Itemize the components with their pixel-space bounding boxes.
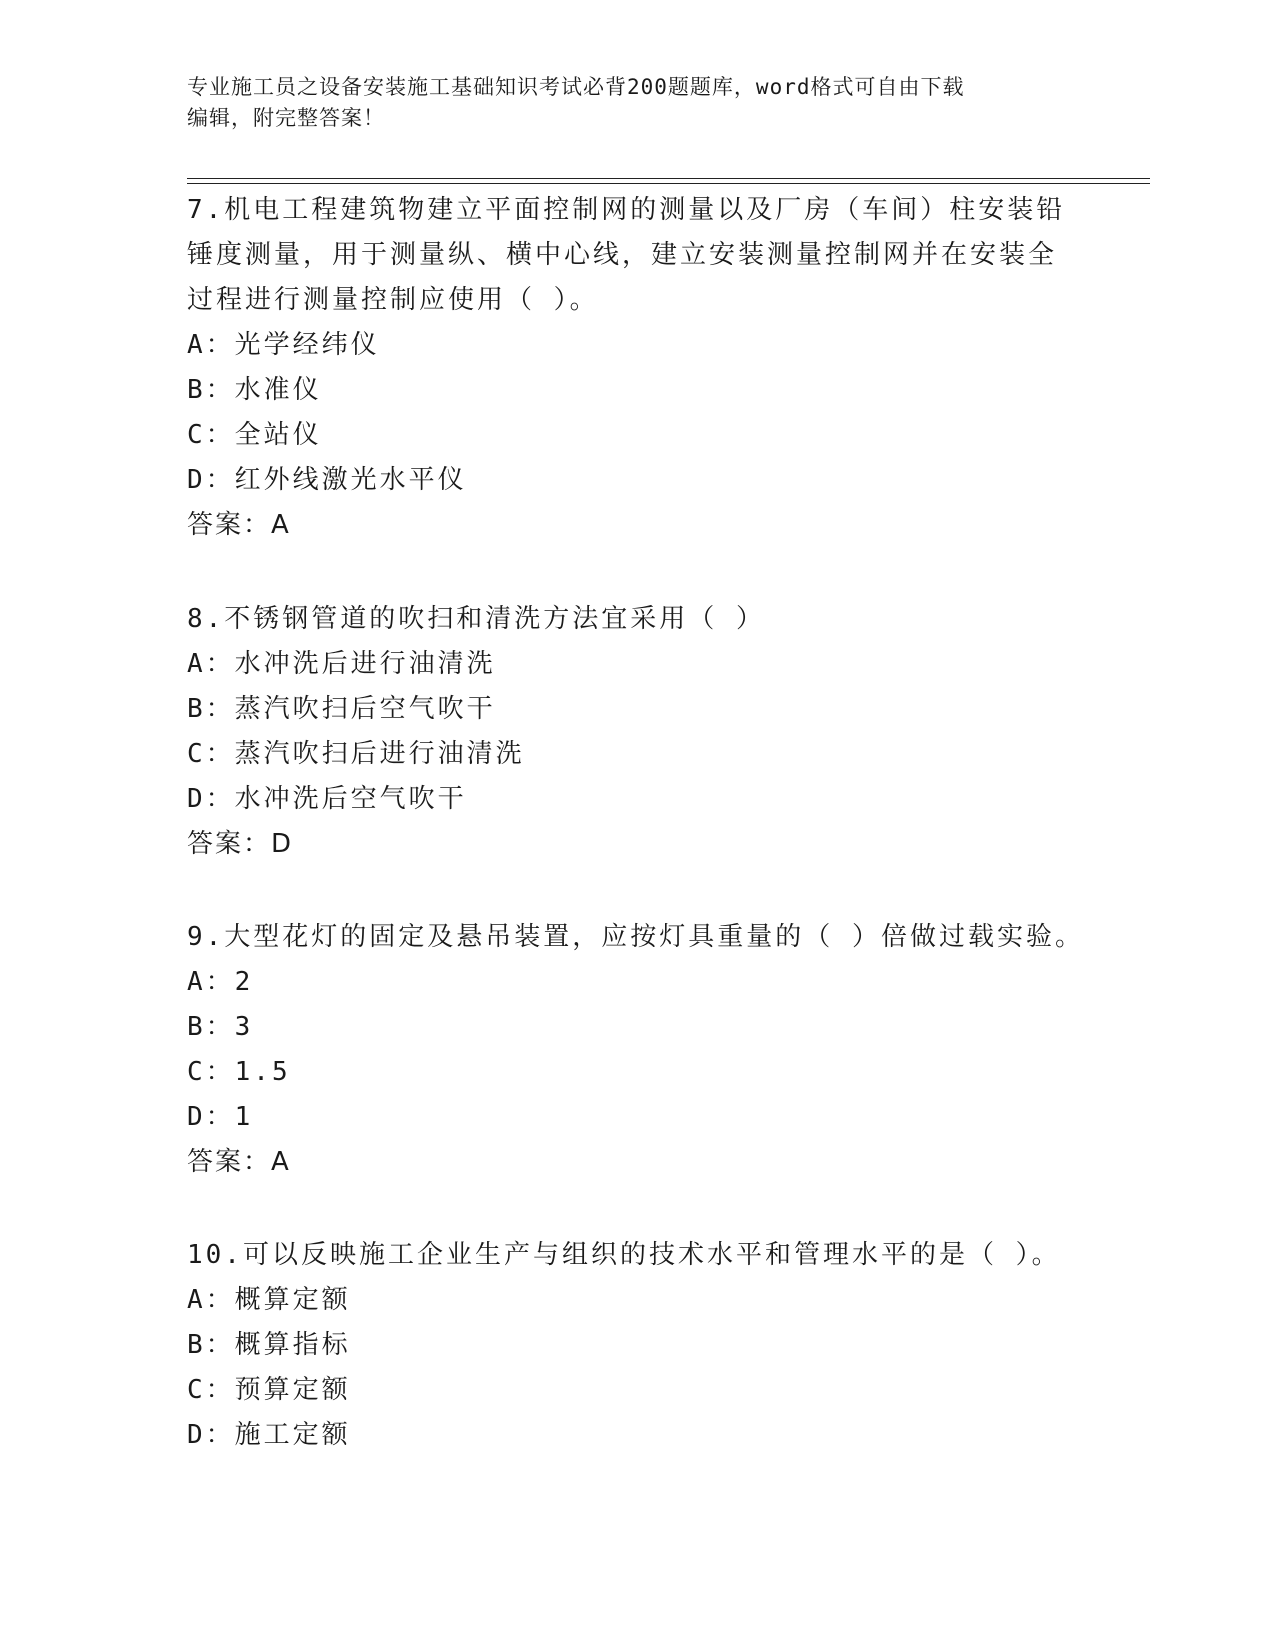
question-stem-line: 10.可以反映施工企业生产与组织的技术水平和管理水平的是（ ）。 <box>187 1240 1061 1270</box>
option-d: D：1 <box>187 1102 254 1132</box>
question-stem-line: 过程进行测量控制应使用（ ）。 <box>187 285 599 315</box>
header-line-2: 编辑，附完整答案！ <box>187 106 385 130</box>
option-c: C：全站仪 <box>187 420 322 450</box>
header-divider-top <box>187 178 1150 179</box>
option-d: D：水冲洗后空气吹干 <box>187 784 467 814</box>
question-10 <box>187 1233 1147 1458</box>
header-divider-bottom <box>187 183 1150 184</box>
document-header <box>187 72 1087 134</box>
question-stem-line: 9.大型花灯的固定及悬吊装置，应按灯具重量的（ ）倍做过载实验。 <box>187 922 1084 952</box>
option-a: A：2 <box>187 967 254 997</box>
answer: 答案：A <box>187 510 291 540</box>
option-d: D：施工定额 <box>187 1420 351 1450</box>
option-b: B：蒸汽吹扫后空气吹干 <box>187 694 496 724</box>
option-c: C：蒸汽吹扫后进行油清洗 <box>187 739 525 769</box>
option-b: B：概算指标 <box>187 1330 351 1360</box>
option-b: B：3 <box>187 1012 254 1042</box>
question-stem-line: 锤度测量，用于测量纵、横中心线，建立安装测量控制网并在安装全 <box>187 240 1058 270</box>
option-a: A：光学经纬仪 <box>187 330 380 360</box>
answer: 答案：D <box>187 829 294 859</box>
answer: 答案：A <box>187 1147 291 1177</box>
question-7 <box>187 188 1147 548</box>
question-stem-line: 8.不锈钢管道的吹扫和清洗方法宜采用（ ） <box>187 604 765 634</box>
option-d: D：红外线激光水平仪 <box>187 465 467 495</box>
header-line-1: 专业施工员之设备安装施工基础知识考试必背200题题库，word格式可自由下载 <box>187 75 965 99</box>
question-8 <box>187 597 1147 867</box>
question-9 <box>187 915 1147 1185</box>
option-c: C：1.5 <box>187 1057 291 1087</box>
option-b: B：水准仪 <box>187 375 322 405</box>
option-a: A：水冲洗后进行油清洗 <box>187 649 496 679</box>
question-stem-line: 7.机电工程建筑物建立平面控制网的测量以及厂房（车间）柱安装铅 <box>187 195 1066 225</box>
option-c: C：预算定额 <box>187 1375 351 1405</box>
option-a: A：概算定额 <box>187 1285 351 1315</box>
